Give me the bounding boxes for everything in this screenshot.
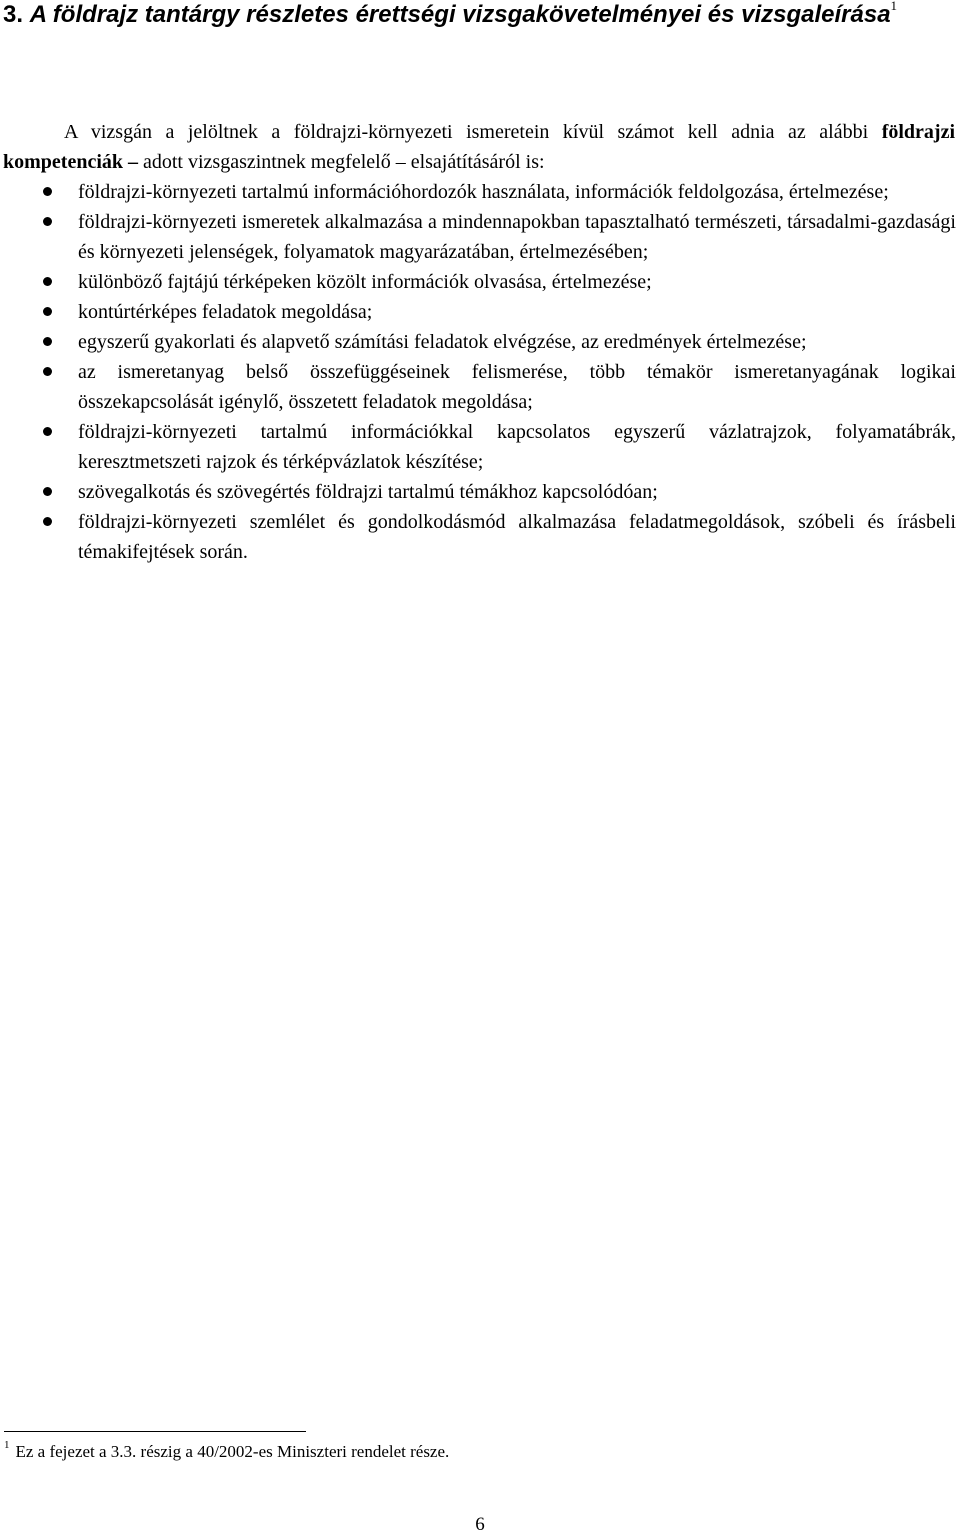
bullet-icon	[43, 427, 52, 436]
list-item	[78, 357, 956, 417]
list-item	[78, 297, 956, 327]
list-item	[78, 207, 956, 267]
section-title: A földrajz tantárgy részletes érettségi vizsgakövetelményei és vizsgaleírása	[29, 1, 891, 28]
list-item	[78, 177, 956, 207]
competency-list	[78, 177, 956, 567]
footnote-text: Ez a fejezet a 3.3. részig a 40/2002-es Miniszteri rendelet része.	[15, 1442, 450, 1461]
bullet-icon	[43, 367, 52, 376]
footnote	[4, 1440, 449, 1464]
bullet-icon	[43, 517, 52, 526]
list-item	[78, 267, 956, 297]
footnote-reference[interactable]: 1	[890, 0, 898, 13]
intro-text-end: adott vizsgaszintnek megfelelő – elsajátításáról is:	[138, 151, 545, 173]
list-item-text: földrajzi-környezeti szemlélet és gondolkodásmód alkalmazása feladatmegoldások, szóbeli és írásbeli témakifejtések során.	[78, 511, 956, 563]
section-number: 3.	[3, 1, 24, 28]
list-item-text: az ismeretanyag belső összefüggéseinek felismerése, több témakör ismeretanyagának logikai összekapcsolását igénylő, összetett feladatok megoldása;	[78, 361, 956, 413]
intro-bold-phrase: földrajzi kompetenciák –	[3, 121, 955, 173]
intro-paragraph	[3, 117, 955, 177]
page-number: 6	[475, 1514, 485, 1535]
list-item	[78, 477, 956, 507]
intro-text-start: A vizsgán a jelöltnek a földrajzi-környezeti ismeretein kívül számot kell adnia az alábbi	[64, 121, 882, 143]
footnote-marker: 1	[4, 1439, 10, 1451]
list-item-text: szövegalkotás és szövegértés földrajzi tartalmú témákhoz kapcsolódóan;	[78, 481, 658, 503]
list-item-text: különböző fajtájú térképeken közölt információk olvasása, értelmezése;	[78, 271, 652, 293]
section-heading	[3, 0, 955, 30]
list-item-text: földrajzi-környezeti tartalmú információhordozók használata, információk feldolgozása, értelmezése;	[78, 181, 889, 203]
bullet-icon	[43, 217, 52, 226]
bullet-icon	[43, 487, 52, 496]
bullet-icon	[43, 337, 52, 346]
list-item-text: földrajzi-környezeti tartalmú információkkal kapcsolatos egyszerű vázlatrajzok, folyamatábrák, keresztmetszeti rajzok és térképvázlatok készítése;	[78, 421, 956, 473]
list-item-text: kontúrtérképes feladatok megoldása;	[78, 301, 373, 323]
list-item	[78, 327, 956, 357]
list-item-text: egyszerű gyakorlati és alapvető számítási feladatok elvégzése, az eredmények értelmezése;	[78, 331, 807, 353]
list-item	[78, 417, 956, 477]
bullet-icon	[43, 277, 52, 286]
bullet-icon	[43, 307, 52, 316]
footnote-divider	[4, 1431, 306, 1432]
list-item	[78, 507, 956, 567]
list-item-text: földrajzi-környezeti ismeretek alkalmazása a mindennapokban tapasztalható természeti, társadalmi-gazdasági és környezeti jelenségek, folyamatok magyarázatában, értelmezésében;	[78, 211, 956, 263]
bullet-icon	[43, 187, 52, 196]
